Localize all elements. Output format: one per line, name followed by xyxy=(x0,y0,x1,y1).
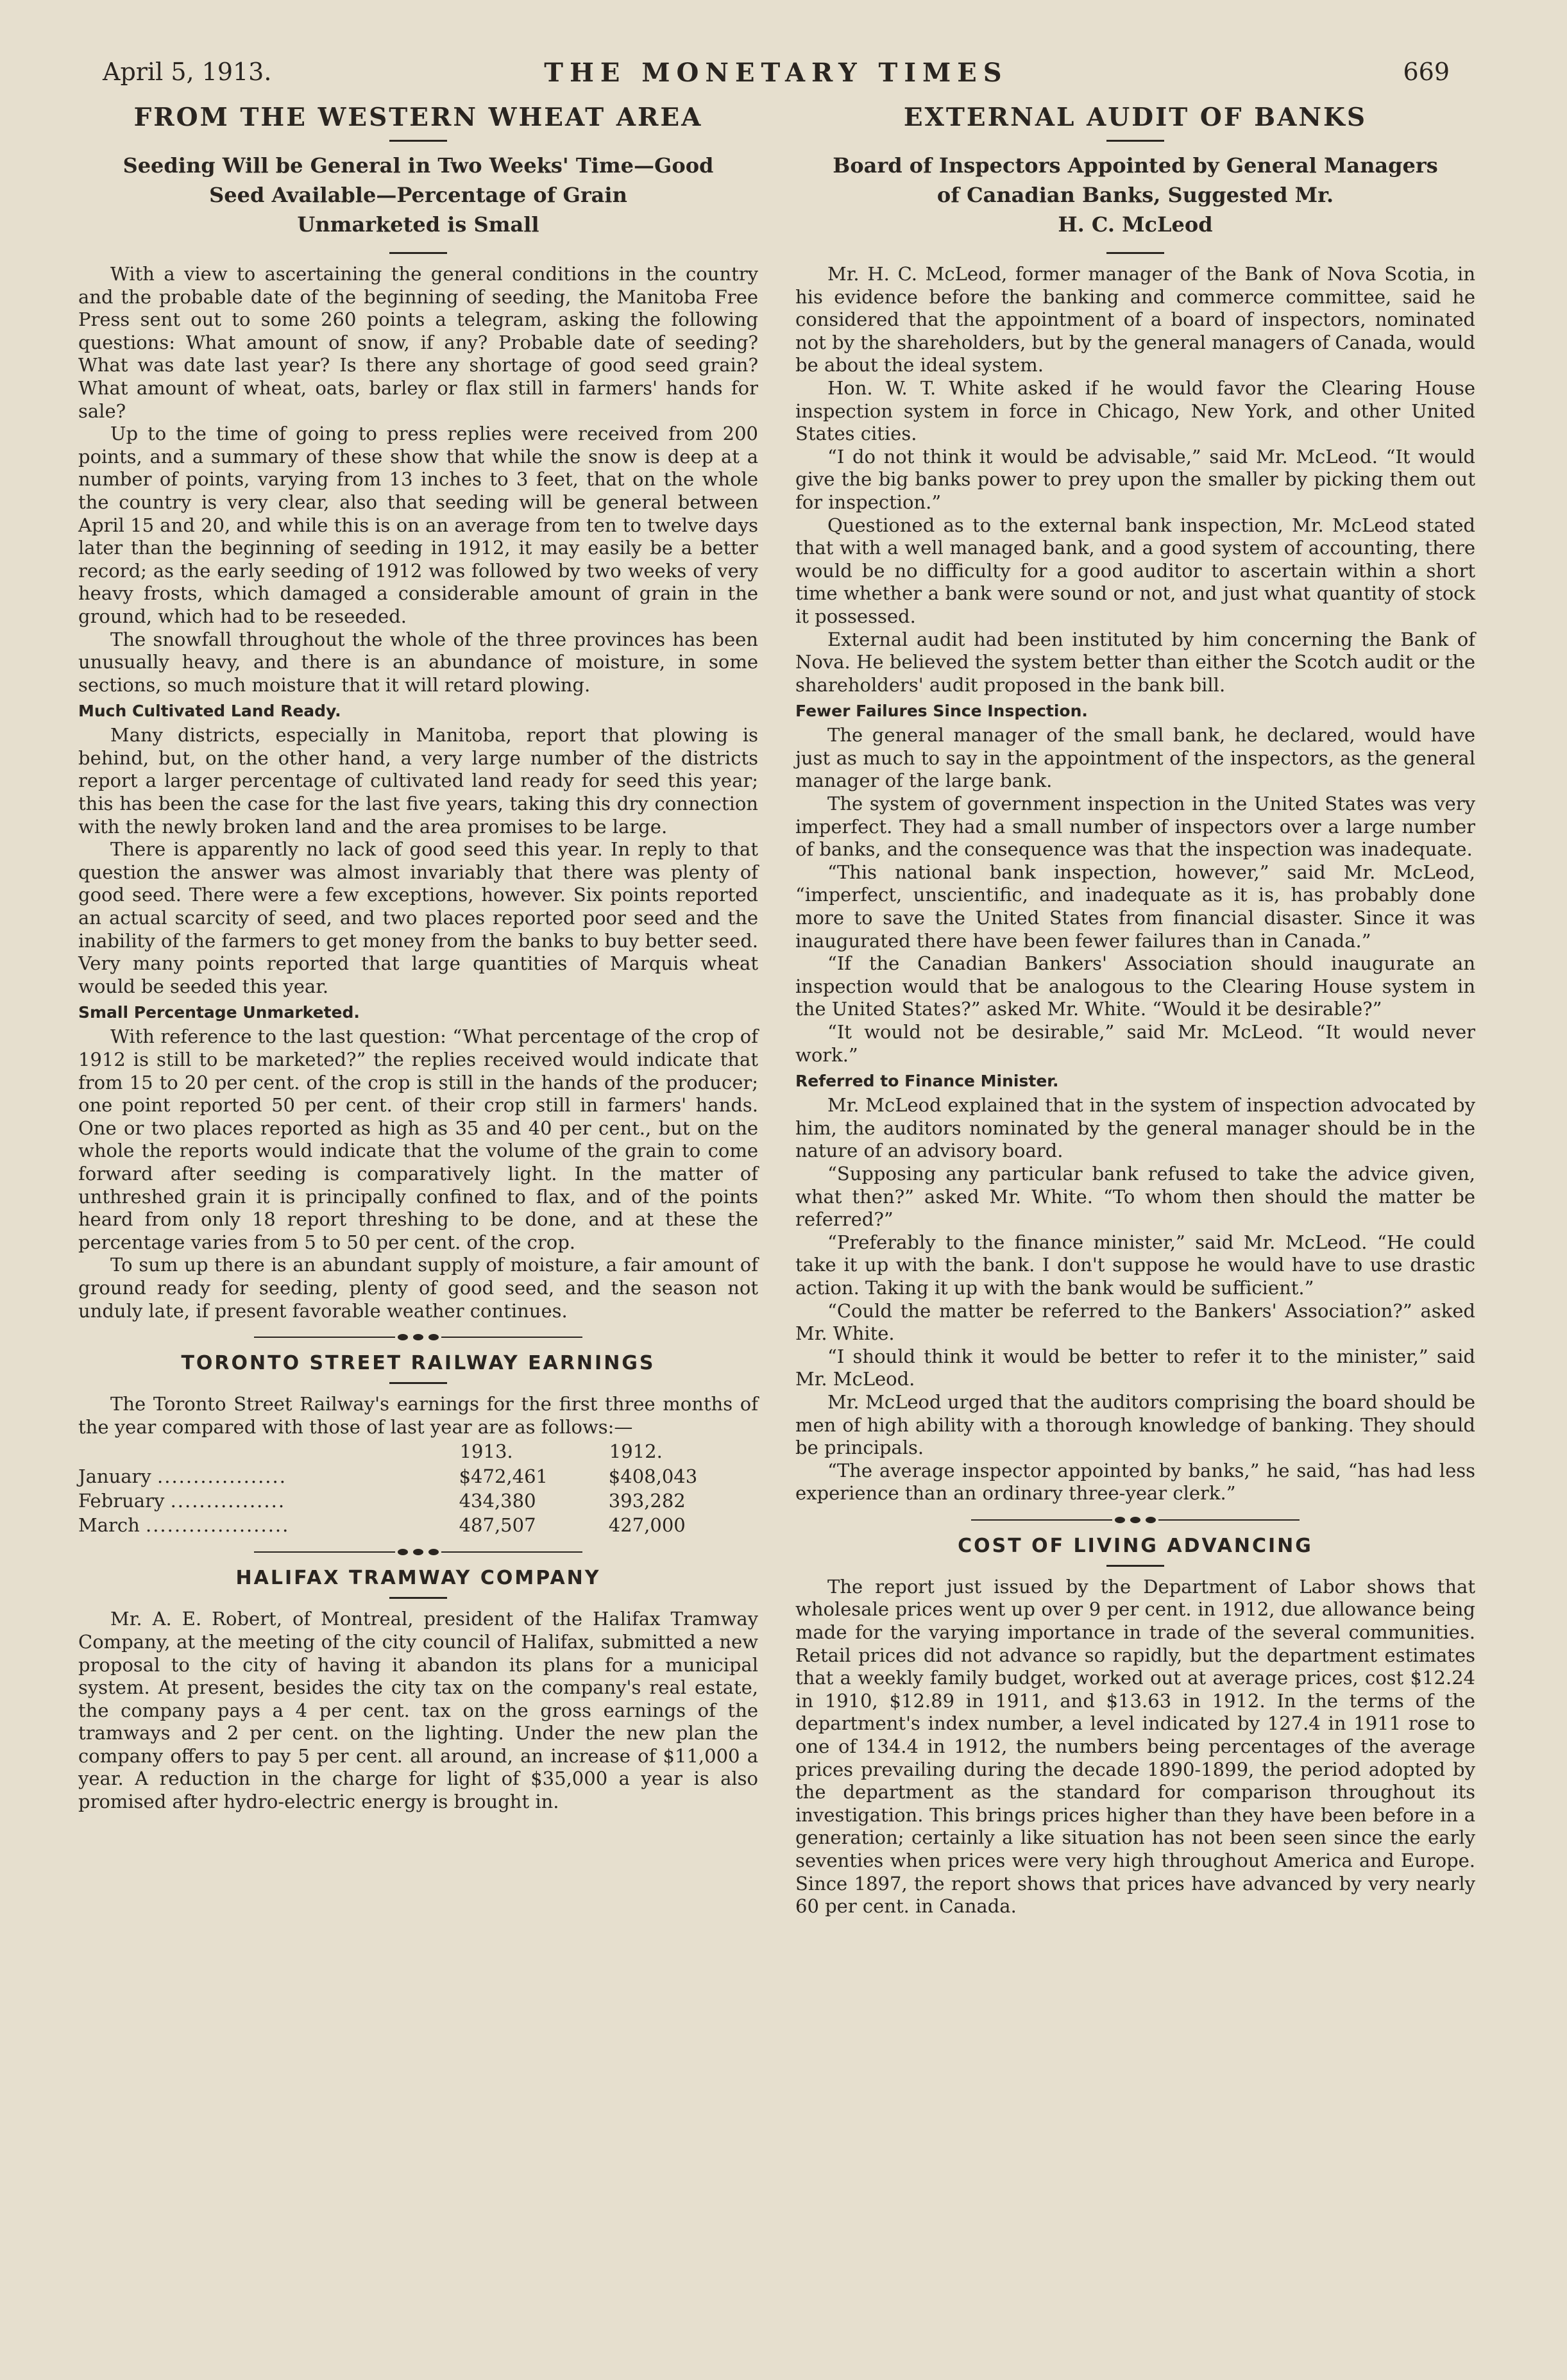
left-column xyxy=(78,103,758,1814)
earnings-table xyxy=(78,1439,758,1537)
audit-deck xyxy=(795,151,1475,239)
cost-of-living-headline: COST OF LIVING ADVANCING xyxy=(958,1534,1313,1557)
deck-line: Seed Available—Percentage of Grain xyxy=(209,183,627,207)
paragraph: Questioned as to the external bank inspection, Mr. McLeod stated that with a well managed bank, and a good system of accounting, there would be no difficulty for a good auditor to ascertain within a short time whether a bank were sound or not, and just what quantity of stock it possessed. xyxy=(795,514,1475,627)
table-header-row xyxy=(78,1439,758,1464)
table-row: March .................... 487,507 427,000 xyxy=(78,1513,758,1537)
page-number: 669 xyxy=(1403,58,1450,86)
paragraph: “Could the matter be referred to the Bankers' Association?” asked Mr. White. xyxy=(795,1299,1475,1345)
value-1912: 393,282 xyxy=(608,1490,686,1512)
paragraph: There is apparently no lack of good seed this year. In reply to that question the answer was almost invariably that there was plenty of good seed. There were a few exceptions, however. Six points reported an actual scarcity of seed, and two places reported poor seed and the inability of the farmers to get money from the banks to buy better seed. Very many points reported that large quantities of Marquis wheat would be seeded this year. xyxy=(78,838,758,997)
ornament-divider xyxy=(78,1549,758,1555)
paragraph: The Toronto Street Railway's earnings for the first three months of the year compared with those of last year are as follows:— xyxy=(78,1393,758,1438)
value-1913: $472,461 xyxy=(459,1465,548,1488)
publication-title: THE MONETARY TIMES xyxy=(544,58,1008,88)
wheat-headline: FROM THE WESTERN WHEAT AREA xyxy=(133,103,703,132)
divider-rule xyxy=(1106,252,1164,254)
paragraph: With a view to ascertaining the general conditions in the country and the probable date of the beginning of seeding, the Manitoba Free Press sent out to some 260 points a telegram, asking the following questions: What amount of snow, if any? Probable date of seeding? What was date last year? Is there any shortage of good seed grain? What amount of wheat, oats, barley or flax still in farmers' hands for sale? xyxy=(78,263,758,422)
paragraph: Up to the time of going to press replies were received from 200 points, and a summary of these show that while the snow is deep at a number of points, varying from 13 inches to 3 feet, that on the whole the country is very clear, also that seeding will be general between April 15 and 20, and while this is on an average from ten to twelve days later than the beginning of seeding in 1912, it may easily be a better record; as the early seeding of 1912 was followed by two weeks of very heavy frosts, which damaged a considerable amount of grain in the ground, which had to be reseeded. xyxy=(78,423,758,627)
paragraph: “Supposing any particular bank refused to take the advice given, what then?” asked Mr. White. “To whom then should the matter be referred?” xyxy=(795,1162,1475,1231)
paragraph: Mr. H. C. McLeod, former manager of the Bank of Nova Scotia, in his evidence before the banking and commerce committee, said he considered that the appointment of a board of inspectors, nominated not by the shareholders, but by the general managers of Canada, would be about the ideal system. xyxy=(795,263,1475,376)
paragraph: “Preferably to the finance minister,” said Mr. McLeod. “He could take it up with the bank. I don't suppose he would have to use drastic action. Taking it up with the bank would be sufficient.” xyxy=(795,1231,1475,1299)
column-header: 1912. xyxy=(609,1440,663,1463)
audit-headline: EXTERNAL AUDIT OF BANKS xyxy=(903,103,1368,132)
value-1913: 434,380 xyxy=(459,1490,536,1512)
deck-line: H. C. McLeod xyxy=(1058,212,1213,237)
paragraph: The snowfall throughout the whole of the three provinces has been unusually heavy, and there is an abundance of moisture, in some sections, so much moisture that it will retard plowing. xyxy=(78,628,758,696)
paragraph: Many districts, especially in Manitoba, report that plowing is behind, but, on the other hand, a very large number of the districts report a larger percentage of cultivated land ready for seed this year; this has been the case for the last five years, taking this dry connection with the newly broken land and the area promises to be large. xyxy=(78,724,758,838)
divider-rule xyxy=(389,1597,447,1599)
month-label: February xyxy=(78,1490,165,1512)
paragraph: Hon. W. T. White asked if he would favor the Clearing House inspection system in force in Chicago, New York, and other United States cities. xyxy=(795,376,1475,445)
divider-rule xyxy=(389,252,447,254)
value-1912: $408,043 xyxy=(608,1465,698,1488)
subheading: Small Percentage Unmarketed. xyxy=(78,1003,360,1022)
paragraph: The system of government inspection in the United States was very imperfect. They had a small number of inspectors over a large number of banks, and the consequence was that the inspection was inadequate. xyxy=(795,793,1475,861)
wheat-deck xyxy=(78,151,758,239)
paragraph: The general manager of the small bank, he declared, would have just as much to say in the appointment of the inspectors, as the general manager of the large bank. xyxy=(795,724,1475,792)
divider-rule xyxy=(389,140,447,142)
ornament-divider xyxy=(78,1334,758,1340)
paragraph: With reference to the last question: “What percentage of the crop of 1912 is still to be marketed?” the replies received would indicate that from 15 to 20 per cent. of the crop is still in the hands of the producer; one point reported 50 per cent. of their crop still in farmers' hands. One or two places reported as high as 35 and 40 per cent., but on the whole the reports would indicate that the volume of the grain to come forward after seeding is comparatively light. In the matter of unthreshed grain it is principally confined to flax, and of the points heard from only 18 report threshing to be done, and at these the percentage varies from 5 to 50 per cent. of the crop. xyxy=(78,1025,758,1253)
deck-line: Board of Inspectors Appointed by General Managers xyxy=(833,153,1438,178)
paragraph: Mr. McLeod urged that the auditors comprising the board should be men of high ability with a thorough knowledge of banking. They should be principals. xyxy=(795,1390,1475,1459)
value-1913: 487,507 xyxy=(459,1514,536,1537)
halifax-headline: HALIFAX TRAMWAY COMPANY xyxy=(235,1567,601,1590)
subheading: Fewer Failures Since Inspection. xyxy=(795,702,1088,721)
divider-rule xyxy=(389,1382,447,1384)
paragraph: “I should think it would be better to refer it to the minister,” said Mr. McLeod. xyxy=(795,1345,1475,1390)
paragraph: Mr. McLeod explained that in the system of inspection advocated by him, the auditors nominated by the general manager should be in the nature of an advisory board. xyxy=(795,1094,1475,1162)
month-label: January xyxy=(78,1465,151,1488)
paragraph: The report just issued by the Department of Labor shows that wholesale prices went up over 9 per cent. in 1912, due allowance being made for the varying importance in trade of the several communities. Retail prices did not advance so rapidly, but the department estimates that a weekly family budget, worked out at average prices, cost $12.24 in 1910, $12.89 in 1911, and $13.63 in 1912. In the terms of the department's index number, a level indicated by 127.4 in 1911 rose to one of 134.4 in 1912, the numbers being percentages of the average prices prevailing during the decade 1890-1899, the period adopted by the department as the standard for comparison throughout its investigation. This brings prices higher than they have been before in a generation; certainly a like situation has not been seen since the early seventies when prices were very high throughout America and Europe. Since 1897, the report shows that prices have advanced by very nearly 60 per cent. in Canada. xyxy=(795,1575,1475,1918)
column-header: 1913. xyxy=(459,1440,513,1463)
month-label: March xyxy=(78,1514,140,1537)
subheading: Much Cultivated Land Ready. xyxy=(78,702,341,721)
paragraph: Mr. A. E. Robert, of Montreal, president of the Halifax Tramway Company, at the meeting of the city council of Halifax, submitted a new proposal to the city of having it abandon its plans for a municipal system. At present, besides the city tax on the company's real estate, the company pays a 4 per cent. tax on the gross earnings of the tramways and 2 per cent. on the lighting. Under the new plan the company offers to pay 5 per cent. all around, an increase of $11,000 a year. A reduction in the charge for light of $35,000 a year is also promised after hydro-electric energy is brought in. xyxy=(78,1608,758,1813)
table-row: February ................ 434,380 393,282 xyxy=(78,1489,758,1513)
running-head xyxy=(103,58,1450,96)
issue-date: April 5, 1913. xyxy=(103,58,272,86)
subheading: Referred to Finance Minister. xyxy=(795,1072,1059,1091)
deck-line: Seeding Will be General in Two Weeks' Time—Good xyxy=(123,153,714,178)
deck-line: Unmarketed is Small xyxy=(297,212,539,237)
paragraph: “The average inspector appointed by banks,” he said, “has had less experience than an ordinary three-year clerk.” xyxy=(795,1459,1475,1505)
value-1912: 427,000 xyxy=(608,1514,686,1537)
toronto-headline: TORONTO STREET RAILWAY EARNINGS xyxy=(181,1352,656,1375)
deck-line: of Canadian Banks, Suggested Mr. xyxy=(936,183,1334,207)
divider-rule xyxy=(1106,1565,1164,1567)
paragraph: External audit had been instituted by him concerning the Bank of Nova. He believed the system better than either the Scotch audit or the shareholders' audit proposed in the bank bill. xyxy=(795,628,1475,696)
divider-rule xyxy=(1106,140,1164,142)
paragraph: “I do not think it would be advisable,” said Mr. McLeod. “It would give the big banks power to prey upon the smaller by picking them out for inspection.” xyxy=(795,445,1475,513)
right-column xyxy=(795,103,1475,1918)
paragraph: To sum up there is an abundant supply of moisture, a fair amount of ground ready for seeding, plenty of good seed, and the season not unduly late, if present favorable weather continues. xyxy=(78,1254,758,1322)
paragraph: “This national bank inspection, however,” said Mr. McLeod, “imperfect, unscientific, and inadequate as it is, has probably done more to save the United States from financial disaster. Since it was inaugurated there have been fewer failures than in Canada.” xyxy=(795,861,1475,952)
paragraph: “If the Canadian Bankers' Association should inaugurate an inspection would that be analogous to the Clearing House system in the United States?” asked Mr. White. “Would it be desirable?” xyxy=(795,952,1475,1020)
table-row: January .................. $472,461 $408,043 xyxy=(78,1464,758,1489)
paragraph: “It would not be desirable,” said Mr. McLeod. “It would never work.” xyxy=(795,1021,1475,1066)
ornament-divider xyxy=(795,1517,1475,1523)
